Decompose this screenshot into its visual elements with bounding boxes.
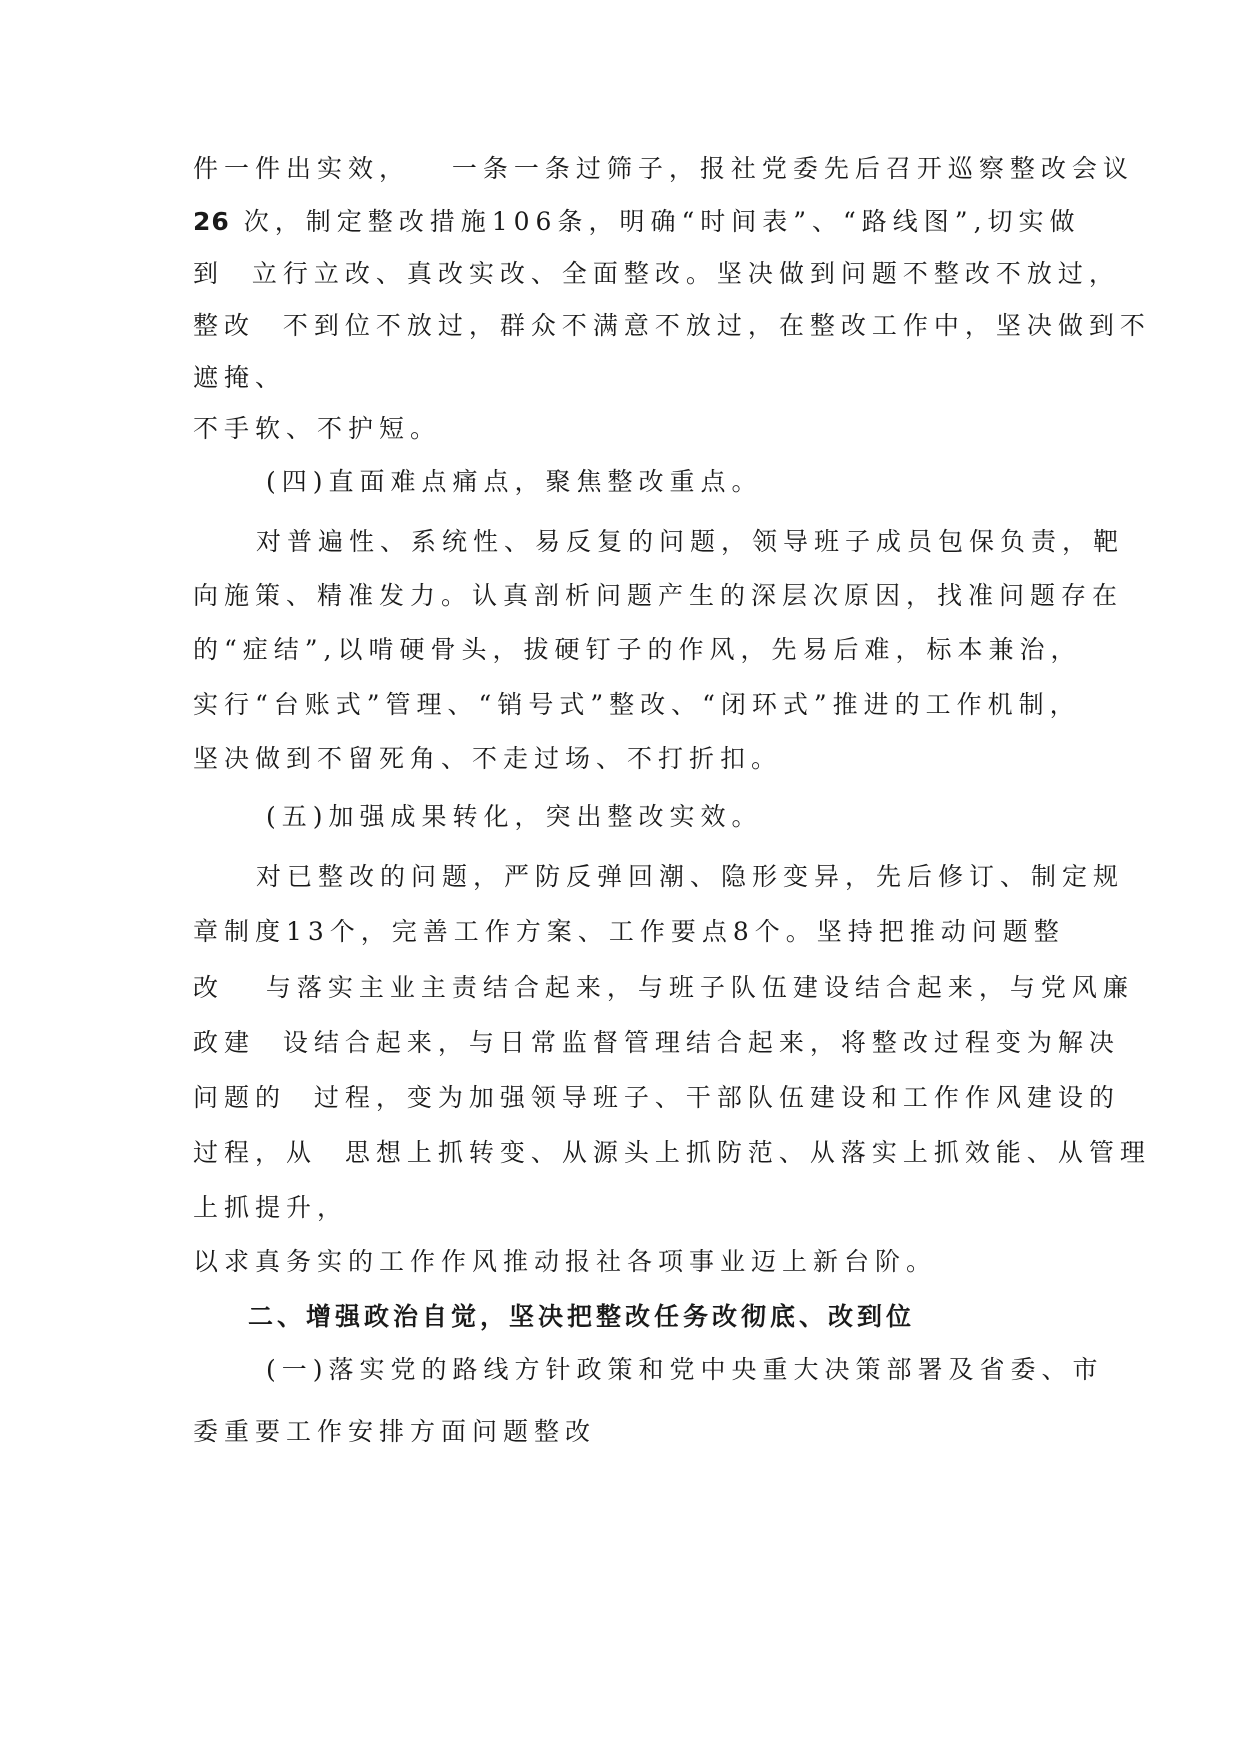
subheading-four: (四)直面难点痛点，聚焦整改重点。 <box>266 467 763 496</box>
paragraph-line: 到 立行立改、真改实改、全面整改。坚决做到问题不整改不放过， <box>193 259 1120 288</box>
paragraph-line: 委重要工作安排方面问题整改 <box>193 1417 597 1446</box>
subheading-one: (一)落实党的路线方针政策和党中央重大决策部署及省委、市 <box>266 1355 1104 1384</box>
paragraph-line: 向施策、精准发力。认真剖析问题产生的深层次原因，找准问题存在 <box>193 581 1124 610</box>
paragraph-line: 政建 设结合起来，与日常监督管理结合起来，将整改过程变为解决 <box>193 1028 1120 1057</box>
section-heading: 二、增强政治自觉，坚决把整改任务改彻底、改到位 <box>248 1302 916 1331</box>
paragraph-line: 整改 不到位不放过，群众不满意不放过，在整改工作中，坚决做到不 <box>193 311 1151 340</box>
paragraph-line: 实行“台账式”管理、“销号式”整改、“闭环式”推进的工作机制， <box>193 690 1081 719</box>
paragraph-line <box>193 205 1081 239</box>
paragraph-line: 不手软、不护短。 <box>193 414 442 443</box>
meeting-count: 26 <box>193 207 230 236</box>
paragraph-line-text: 次，制定整改措施106条，明确“时间表”、“路线图”,切实做 <box>229 207 1081 236</box>
paragraph-line: 坚决做到不留死角、不走过场、不打折扣。 <box>193 744 783 773</box>
paragraph-line: 上抓提升， <box>193 1193 349 1222</box>
paragraph-line: 件一件出实效， 一条一条过筛子，报社党委先后召开巡察整改会议 <box>193 154 1134 183</box>
paragraph-line: 的“症结”,以啃硬骨头，拔硬钉子的作风，先易后难，标本兼治， <box>193 635 1082 664</box>
paragraph-line: 改 与落实主业主责结合起来，与班子队伍建设结合起来，与党风廉 <box>193 973 1134 1002</box>
paragraph-line: 对普遍性、系统性、易反复的问题，领导班子成员包保负责，靶 <box>256 527 1125 556</box>
paragraph-line: 以求真务实的工作作风推动报社各项事业迈上新台阶。 <box>193 1247 938 1276</box>
paragraph-line: 过程，从 思想上抓转变、从源头上抓防范、从落实上抓效能、从管理 <box>193 1138 1151 1167</box>
paragraph-line: 遮掩、 <box>193 363 287 392</box>
paragraph-line: 问题的 过程，变为加强领导班子、干部队伍建设和工作作风建设的 <box>193 1083 1120 1112</box>
subheading-five: (五)加强成果转化，突出整改实效。 <box>266 802 763 831</box>
paragraph-line: 章制度13个，完善工作方案、工作要点8个。坚持把推动问题整 <box>193 917 1065 946</box>
paragraph-line: 对已整改的问题，严防反弹回潮、隐形变异，先后修订、制定规 <box>256 862 1125 891</box>
